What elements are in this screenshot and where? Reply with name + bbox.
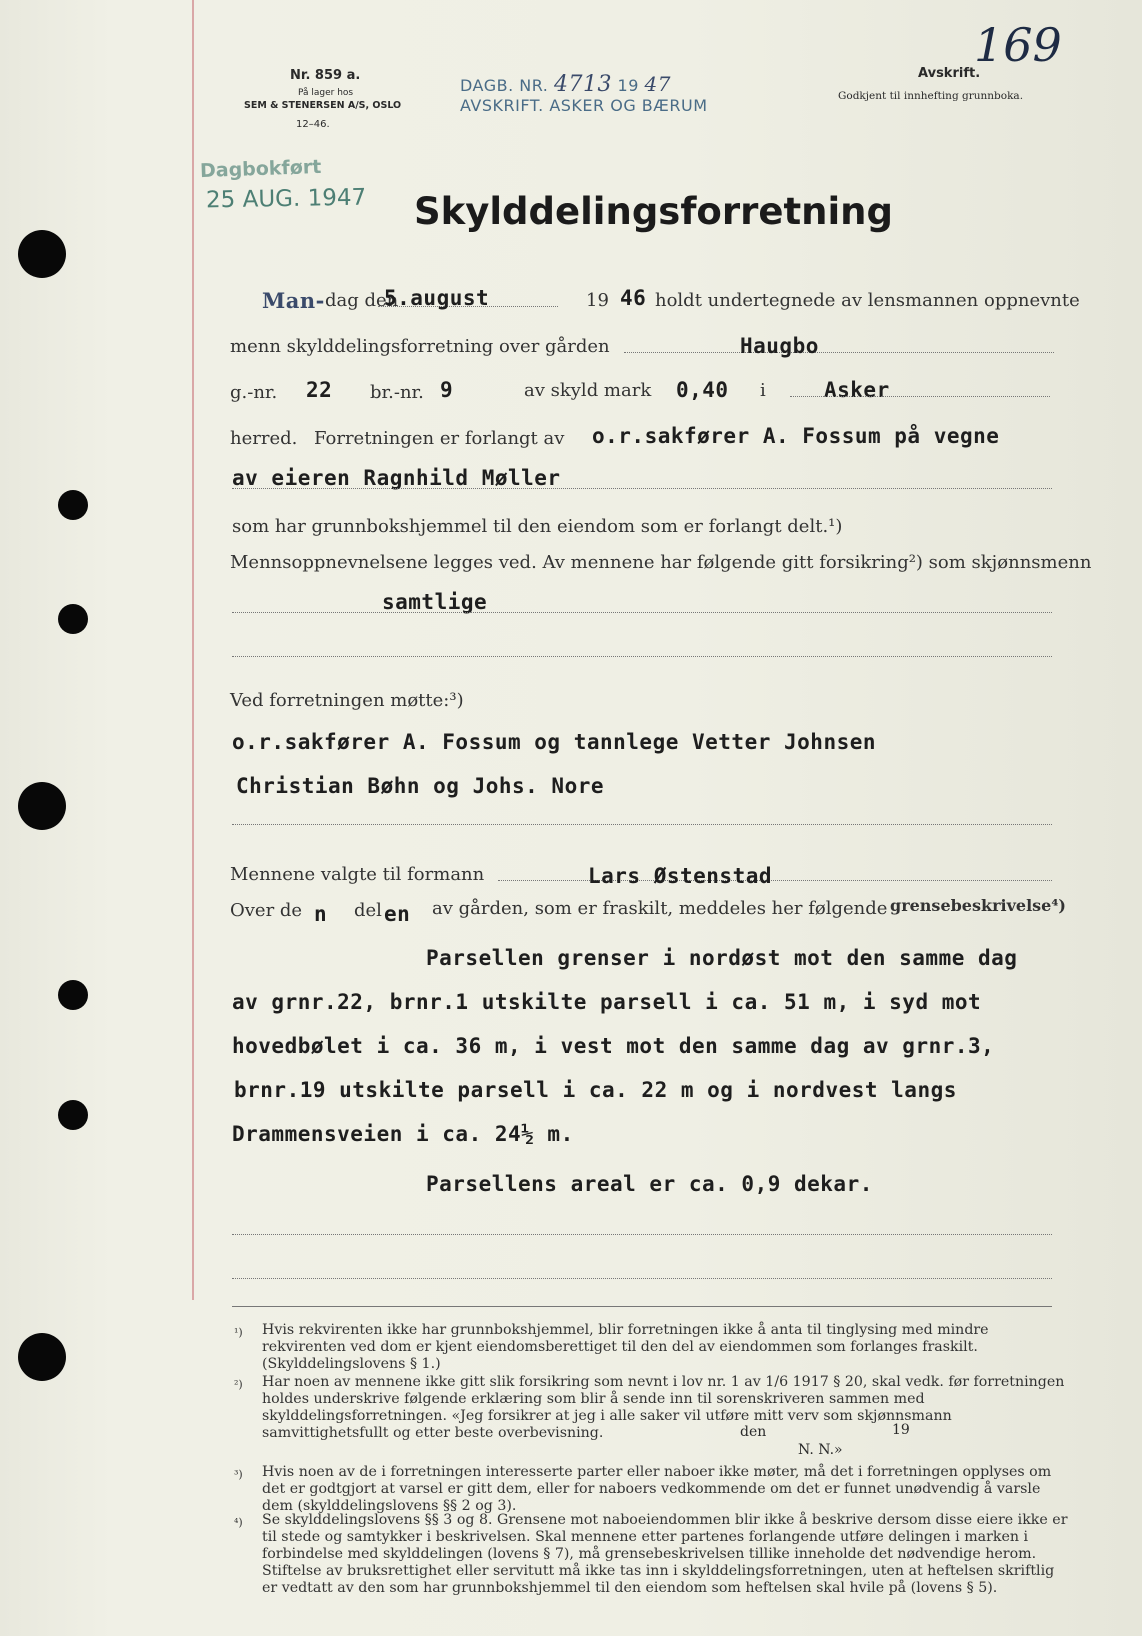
attendees-line2: Christian Bøhn og Johs. Nore [236,774,605,798]
year-value: 46 [620,286,647,310]
over-de-label: Over de [230,900,303,921]
municipality-fill-line [790,396,1050,397]
dagbok-year-suffix: 47 [644,72,671,96]
date-value: 5.august [384,286,490,310]
form-number: Nr. 859 a. [290,68,361,83]
description-line: Drammensveien i ca. 24½ m. [232,1122,574,1146]
avskrift-label: Avskrift. [918,66,981,81]
footnote-2: Har noen av mennene ikke gitt slik forsikring som nevnt i lov nr. 1 av 1/6 1917 § 20, skal vedk. før forretningen holdes underskrive følgende erklæring som blir å sende inn til sorenskriveren sammen med skylddelingsforretningen. «Jeg forsikrer at jeg i alle saker vil utføre mitt verv som skjønnsmann samvittighetsfullt og etter beste overbevisning. [262,1374,1065,1441]
footnote-3: Hvis noen av de i forretningen interesserte parter eller naboer ikke møter, må det i forretningen opplyses om det er godtgjort at varsel er gitt dem, eller for naboers vedkommende om det er funnet unødvendig å varsle dem (skylddelingslovens §§ 2 og 3). [262,1464,1052,1514]
dagbokfort-date-stamp: 25 AUG. 1947 [205,184,367,214]
binder-hole [58,980,88,1010]
formann-value: Lars Østenstad [588,864,773,888]
attendees-fill-line [232,824,1052,825]
footnote-mark: ³) [234,1468,243,1481]
grense-label: grensebeskrivelse⁴) [890,896,1066,915]
footnote-divider [232,1306,1052,1307]
requester-line2: av eieren Ragnhild Møller [232,466,561,490]
footnote-mark: ¹) [234,1326,243,1339]
over-rest-text: av gården, som er fraskilt, meddeles her følgende [432,898,888,919]
forsikring-value: samtlige [382,590,488,614]
delen-label: del [354,900,382,921]
menn-text: Mennsoppnevnelsene legges ved. Av mennene har følgende gitt forsikring²) som skjønnsmenn [230,552,1092,573]
attendees-label: Ved forretningen møtte:³) [230,690,464,711]
formann-fill-line [498,880,1052,881]
description-line: brnr.19 utskilte parsell i ca. 22 m og i nordvest langs [234,1078,957,1102]
formann-label: Mennene valgte til formann [230,864,485,885]
binder-hole [58,1100,88,1130]
municipality-value: Asker [824,378,890,402]
footnote-2-year: 19 [892,1422,910,1438]
farm-name: Haugbo [740,334,819,358]
binder-hole [18,230,66,278]
gnr-value: 22 [306,378,333,402]
binder-hole [58,490,88,520]
blank-line [232,1278,1052,1279]
footnote-2-signature: N. N.» [798,1442,843,1458]
dagbok-stamp-line2: AVSKRIFT. ASKER OG BÆRUM [460,96,708,115]
dagbok-stamp-line1 [460,72,671,97]
page-number: 169 [974,18,1062,72]
footnote-1: Hvis rekvirenten ikke har grunnbokshjemmel, blir forretningen ikke å anta til tinglysing med mindre rekvirenten ved dom er kjent eiendomsberettiget til den del av eiendommen som forlanges fraskilt. (Skylddelingslovens § 1.) [262,1322,989,1372]
dagbok-label: DAGB. NR. [460,76,549,95]
bnr-value: 9 [440,378,454,402]
description-line: av grnr.22, brnr.1 utskilte parsell i ca. 51 m, i syd mot [232,990,982,1014]
footnote-mark: ²) [234,1378,243,1391]
footnote-4: Se skylddelingslovens §§ 3 og 8. Grensene mot naboeiendommen blir ikke å beskrive dersom disse eiere ikke er til stede og samtykker i beskrivelsen. Skal mennene etter partenes forlangende utføre delingen i marken i forbindelse med skylddelingen (lovens § 7), må grensebeskrivelsen tillike inneholde det nødvendige herom. Stiftelse av bruksrettighet eller servitutt må ikke tas inn i skylddelingsforretningen, uten at heftelsen skriftlig er vedtatt av den som har grunnbokshjemmel til den eiendom som heftelsen skal hvile på (lovens § 5). [262,1512,1068,1596]
grunnbok-text: som har grunnbokshjemmel til den eiendom som er forlangt delt.¹) [232,516,843,537]
dagbok-number: 4713 [553,72,612,97]
skyld-value: 0,40 [676,378,729,402]
requested-by-label: Forretningen er forlangt av [314,428,565,449]
publisher-line1: På lager hos [298,88,354,98]
farm-line-label: menn skylddelingsforretning over gården [230,336,610,357]
skyld-label: av skyld mark [524,380,652,401]
dagbokfort-stamp-label: Dagbokført [199,155,322,183]
bnr-label: br.-nr. [370,382,424,403]
footnote-mark: ⁴) [234,1516,243,1529]
over-de-fill: n [314,902,328,926]
binder-hole [58,604,88,634]
attendees-line1: o.r.sakfører A. Fossum og tannlege Vetter Johnsen [232,730,877,754]
requester-line1: o.r.sakfører A. Fossum på vegne [592,424,1000,448]
forsikring-fill-line-1 [232,612,1052,613]
page-title: Skylddelingsforretning [414,190,893,233]
area-line: Parsellens areal er ca. 0,9 dekar. [426,1172,873,1196]
margin-rule [192,0,194,1300]
herred-label: herred. [230,428,298,449]
description-line: hovedbølet i ca. 36 m, i vest mot den samme dag av grnr.3, [232,1034,995,1058]
day-label: dag den [325,290,399,311]
year-prefix: 19 [586,290,609,311]
delen-fill: en [384,902,411,926]
godkjent-text: Godkjent til innhefting grunnboka. [838,90,1024,102]
municipality-label: i [760,380,766,401]
requester-fill-line [232,488,1052,489]
binder-hole [18,1333,66,1381]
blank-line [232,1234,1052,1235]
gnr-label: g.-nr. [230,382,278,403]
weekday-value: Man- [262,288,325,313]
dagbok-year-prefix: 19 [617,76,639,95]
binder-hole [18,782,66,830]
forsikring-fill-line-2 [232,656,1052,657]
publisher-date: 12–46. [296,119,330,130]
farm-fill-line [624,352,1054,353]
publisher-line2: SEM & STENERSEN A/S, OSLO [244,100,402,111]
intro-text: holdt undertegnede av lensmannen oppnevnte [655,290,1080,311]
description-line: Parsellen grenser i nordøst mot den samme dag [426,946,1018,970]
footnote-2-den: den [740,1424,767,1440]
